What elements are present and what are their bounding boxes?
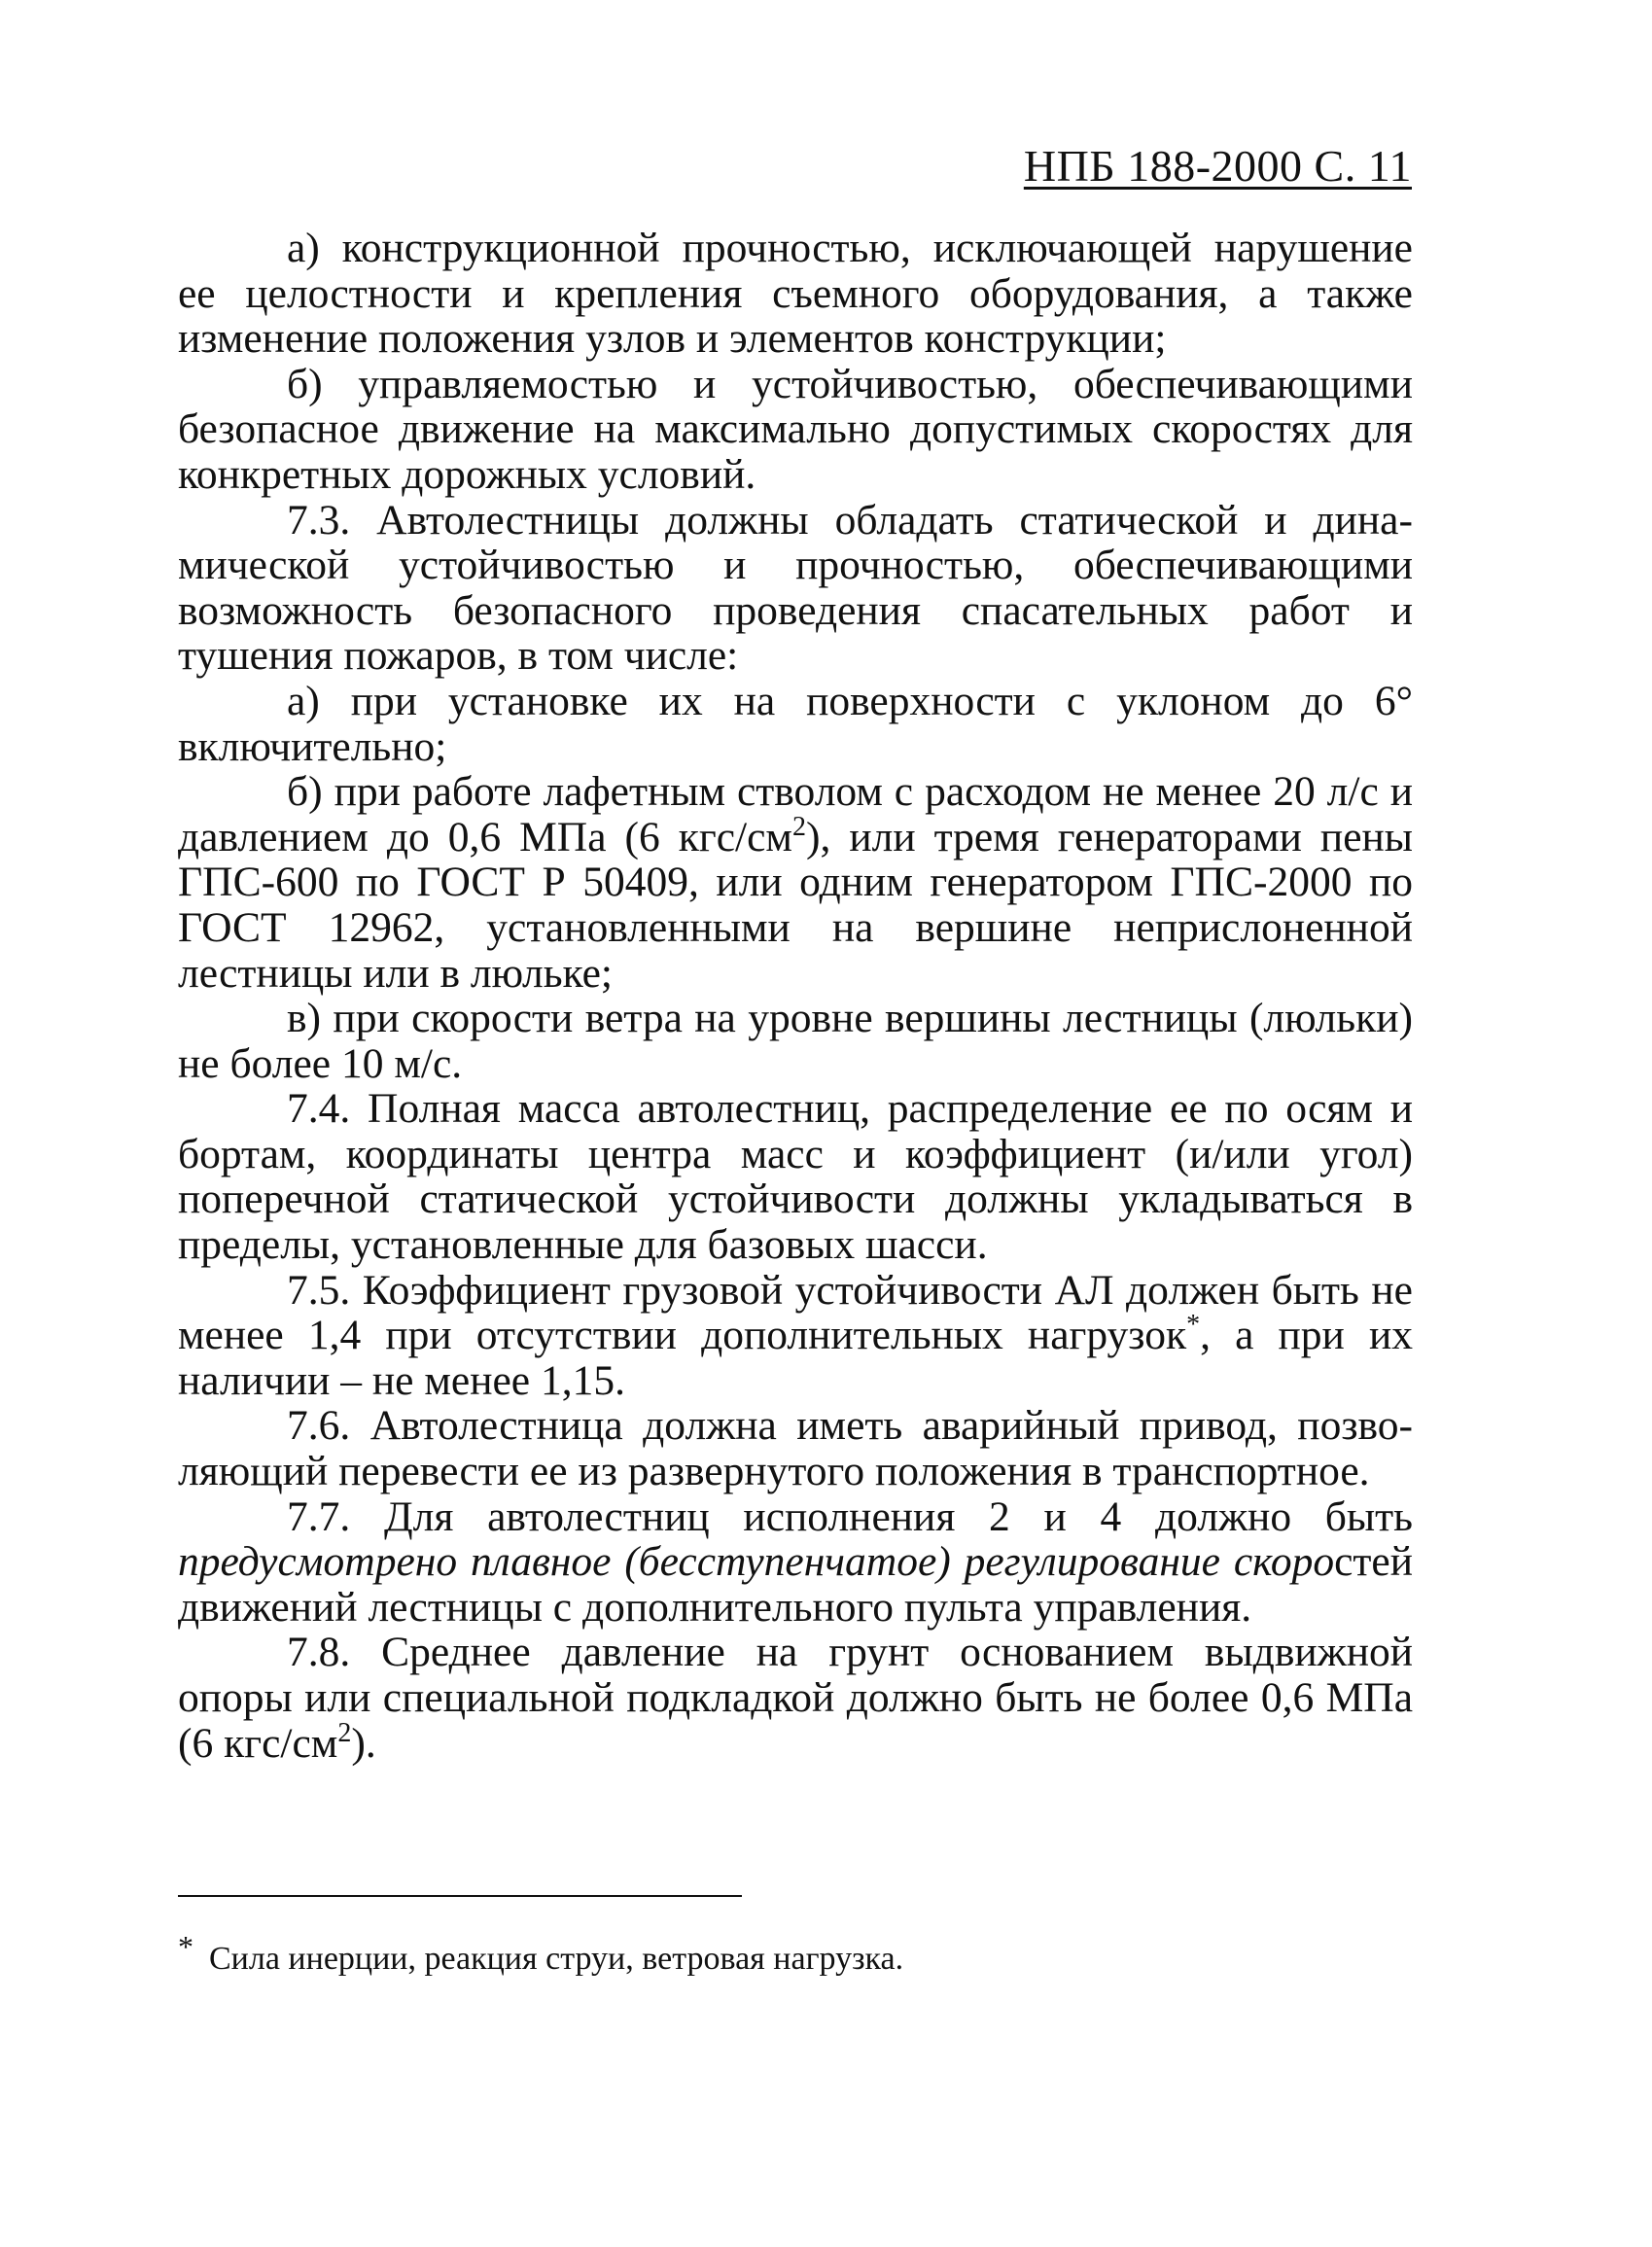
footnote-reference: * xyxy=(1186,1310,1201,1341)
paragraph-7-6: 7.6. Автолестница должна иметь аварийный привод, позволяющий перевести ее из развернутого положения в транспортное. xyxy=(178,1402,1413,1495)
footnote-text: Сила инерции, реакция струи, ветровая нагрузка. xyxy=(209,1941,904,1977)
paragraph-text: б) при работе лафетным стволом с расходом не менее 20 л/с и давлением до 0,6 МПа (6 кгс/см xyxy=(178,768,1413,860)
paragraph-7-7 xyxy=(178,1494,1413,1631)
paragraph-text: ). xyxy=(351,1719,376,1767)
paragraph-7-5 xyxy=(178,1268,1413,1404)
paragraph-b-controllability: б) управляемостью и устойчивостью, обеспечивающими безопасное движение на максимально допустимых скоростях для конкретных дорожных условий. xyxy=(178,360,1413,498)
body-text xyxy=(178,226,1413,1766)
paragraph-text: 7.5. Коэффициент грузовой устойчивости АЛ должен быть не менее 1,4 при отсутствии дополнительных нагрузок xyxy=(178,1266,1413,1359)
paragraph-text: 7.7. Для автолестниц исполнения 2 и 4 должно быть xyxy=(287,1492,1413,1540)
paragraph-text: 7.8. Среднее давление на грунт основанием выдвижной опоры или специальной подкладкой должно быть не более 0,6 МПа (6 кгс/см xyxy=(178,1629,1413,1767)
paragraph-a-structural-strength: а) конструкционной прочностью, исключающей нарушение ее целостности и крепления съемного оборудования, а также изменение положения узлов и элементов конструкции; xyxy=(178,225,1413,363)
paragraph-v-wind-speed: в) при скорости ветра на уровне вершины лестницы (люльки) не более 10 м/с. xyxy=(178,995,1413,1087)
italic-text: предусмотрено плавное (бесступенчатое) регулирование скоро xyxy=(178,1538,1335,1586)
footnote-mark: * xyxy=(178,1929,193,1964)
superscript: 2 xyxy=(791,811,806,842)
paragraph-text: , а при их наличии – не менее 1,15. xyxy=(178,1312,1413,1404)
paragraph-7-3: 7.3. Автолестницы должны обладать статической и динамической устойчивостью и прочностью, обеспечивающими возможность безопасного проведения спасательных работ и тушения пожаров, в том числе: xyxy=(178,496,1413,680)
paragraph-text: стей движений лестницы с дополнительного пульта управления. xyxy=(178,1538,1413,1631)
paragraph-7-8 xyxy=(178,1630,1413,1766)
paragraph-a-slope: а) при установке их на поверхности с уклоном до 6° включительно; xyxy=(178,677,1413,770)
footnote-divider xyxy=(178,1895,742,1897)
running-header: НПБ 188-2000 С. 11 xyxy=(1023,141,1412,191)
footnote xyxy=(178,1929,904,1979)
paragraph-7-4: 7.4. Полная масса автолестниц, распределение ее по осям и бортам, координаты центра масс и коэффициент (и/или угол) поперечной статической устойчивости должны укладываться в пределы, установленные для базовых шасси. xyxy=(178,1085,1413,1269)
paragraph-b-monitor-nozzle xyxy=(178,769,1413,996)
superscript: 2 xyxy=(337,1717,352,1748)
paragraph-text: ), или тремя генераторами пены ГПС-600 по ГОСТ Р 50409, или одним генератором ГПС-2000 по ГОСТ 12962, установленными на вершине неприслоненной лестницы или в люльке; xyxy=(178,813,1414,997)
